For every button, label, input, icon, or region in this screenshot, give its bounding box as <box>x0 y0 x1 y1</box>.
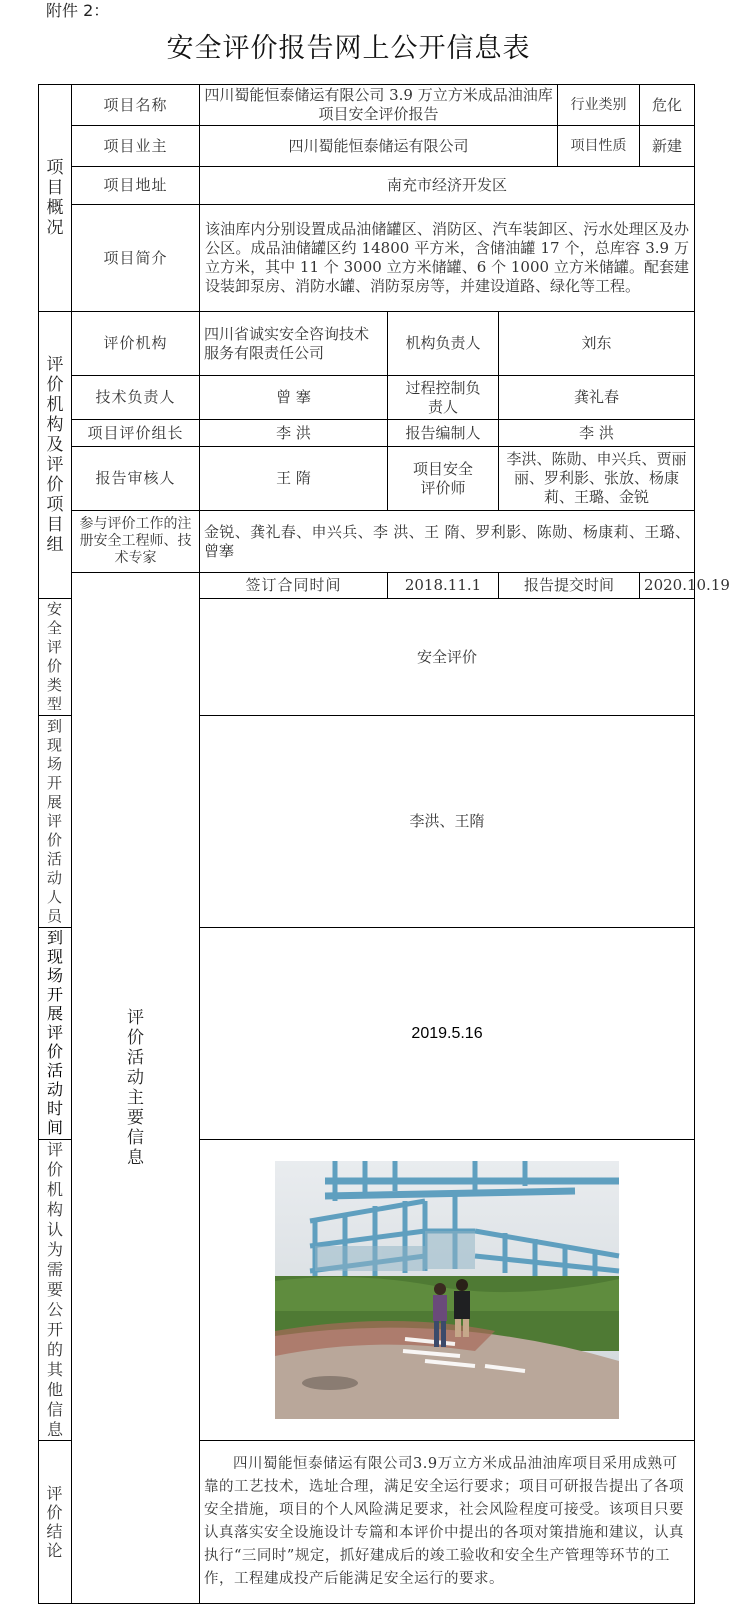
onsite-time-value: 2019.5.16 <box>200 928 695 1140</box>
agency-value: 四川省诚实安全咨询技术服务有限责任公司 <box>200 312 388 376</box>
submit-date-value: 2020.10.19 <box>640 573 695 599</box>
leader-label: 项目评价组长 <box>72 420 200 447</box>
sign-date-label: 签订合同时间 <box>200 573 388 599</box>
nature-value: 新建 <box>640 126 695 167</box>
owner-label: 项目业主 <box>72 126 200 167</box>
address-value: 南充市经济开发区 <box>200 167 695 205</box>
reviewer-value: 王 隋 <box>200 447 388 511</box>
agency-head-label: 机构负责人 <box>388 312 499 376</box>
project-name-label: 项目名称 <box>72 85 200 126</box>
conclusion-value: 四川蜀能恒泰储运有限公司3.9万立方米成品油油库项目采用成熟可靠的工艺技术，选址合理，满足安全运行要求；项目可研报告提出了各项安全措施，项目的个人风险满足要求，社会风险程度可接受。该项目只要认真落实安全设施设计专篇和本评价中提出的各项对策措施和建议，认真执行“三同时”规定，抓好建成后的竣工验收和安全生产管理等环节的工作，工程建成投产后能满足安全运行的要求。 <box>200 1441 695 1604</box>
intro-value: 该油库内分别设置成品油储罐区、消防区、汽车装卸区、污水处理区及办公区。成品油储罐区约 14800 平方米，含储油罐 17 个，总库容 3.9 万立方米，其中 11 个 3000 立方米储罐、6 个 1000 立方米储罐。配套建设装卸泵房、消防水罐、消防泵房等，并建设道路、绿化等工程。 <box>200 205 695 312</box>
intro-label: 项目简介 <box>72 205 200 312</box>
leader-value: 李 洪 <box>200 420 388 447</box>
onsite-people-value: 李洪、王隋 <box>200 716 695 928</box>
manhole <box>302 1376 358 1390</box>
other-info-label: 评价机构认为需要公开的其他信息 <box>39 1140 72 1441</box>
page-title: 安全评价报告网上公开信息表 <box>166 33 531 64</box>
industry-label: 行业类别 <box>558 85 640 126</box>
experts-value: 金锐、龚礼春、申兴兵、李 洪、王 隋、罗利影、陈勋、杨康莉、王璐、曾搴 <box>200 511 695 573</box>
agency-head-value: 刘东 <box>499 312 695 376</box>
evaluators-value: 李洪、陈勋、申兴兵、贾丽丽、罗利影、张放、杨康莉、王璐、金锐 <box>499 447 695 511</box>
section-overview: 项目概况 <box>39 85 72 312</box>
experts-label: 参与评价工作的注册安全工程师、技术专家 <box>72 511 200 573</box>
onsite-time-label: 到现场开展评价活动时间 <box>39 928 72 1140</box>
sign-date-value: 2018.11.1 <box>388 573 499 599</box>
onsite-people-label: 到现场开展评价活动人员 <box>39 716 72 928</box>
project-name-value: 四川蜀能恒泰储运有限公司 3.9 万立方米成品油油库项目安全评价报告 <box>200 85 558 126</box>
process-head-value: 龚礼春 <box>499 376 695 420</box>
compiler-label: 报告编制人 <box>388 420 499 447</box>
info-table <box>38 84 730 1604</box>
section-activity: 评价活动主要信息 <box>72 573 200 1604</box>
address-label: 项目地址 <box>72 167 200 205</box>
owner-value: 四川蜀能恒泰储运有限公司 <box>200 126 558 167</box>
industry-value: 危化 <box>640 85 695 126</box>
attachment-label: 附件 2： <box>46 1 110 20</box>
reviewer-label: 报告审核人 <box>72 447 200 511</box>
site-photo-icon <box>275 1161 619 1419</box>
other-info-value <box>200 1140 695 1441</box>
tech-head-value: 曾 搴 <box>200 376 388 420</box>
eval-type-value: 安全评价 <box>200 599 695 716</box>
evaluators-label: 项目安全评价师 <box>388 447 499 511</box>
section-org: 评价机构及评价项目组 <box>39 312 72 599</box>
agency-label: 评价机构 <box>72 312 200 376</box>
tech-head-label: 技术负责人 <box>72 376 200 420</box>
eval-type-label: 安全评价类型 <box>39 599 72 716</box>
submit-date-label: 报告提交时间 <box>499 573 640 599</box>
process-head-label: 过程控制负责人 <box>388 376 499 420</box>
compiler-value: 李 洪 <box>499 420 695 447</box>
nature-label: 项目性质 <box>558 126 640 167</box>
conclusion-label: 评价结论 <box>39 1441 72 1604</box>
